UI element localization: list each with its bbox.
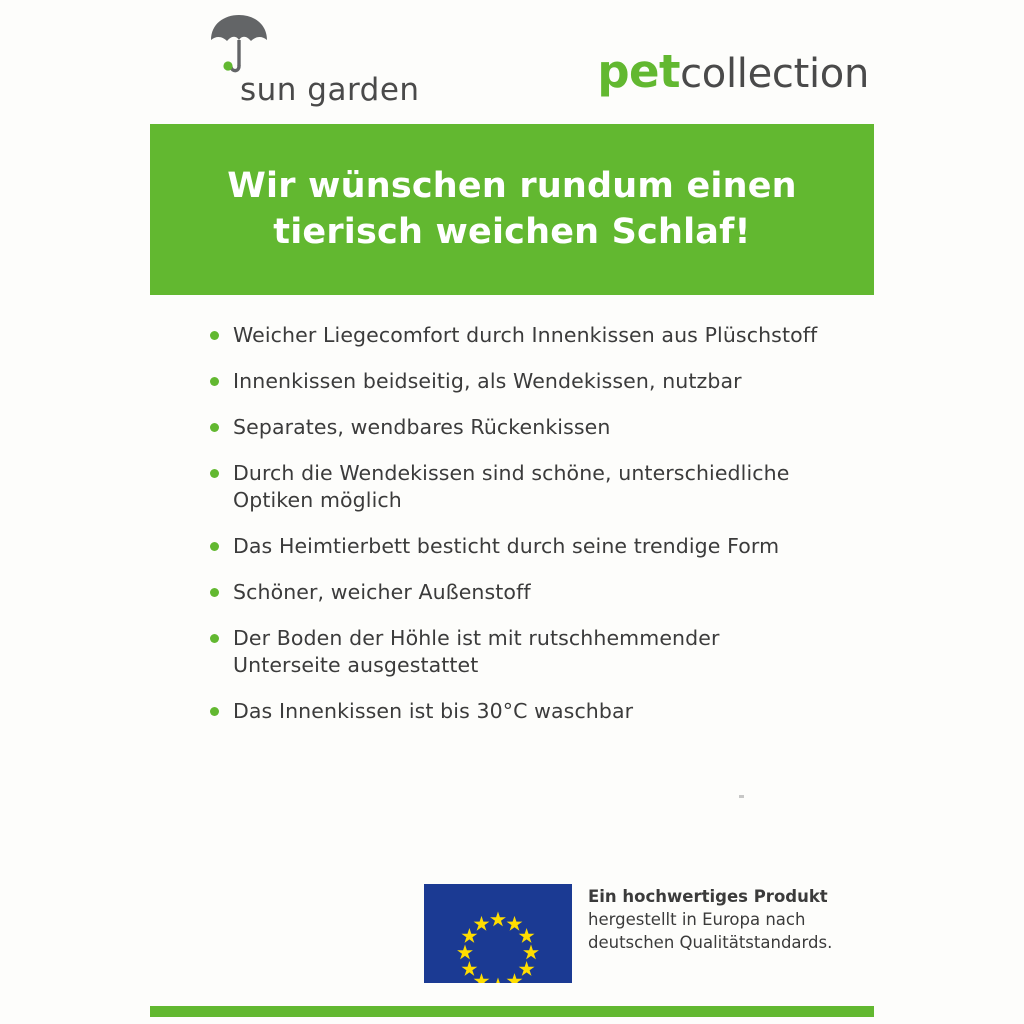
product-line-primary: pet <box>597 45 681 98</box>
headline-line-2: tierisch weichen Schlaf! <box>273 211 751 252</box>
paper-speck <box>739 795 744 798</box>
feature-list <box>210 322 870 744</box>
bullet-icon <box>210 588 219 597</box>
product-line-secondary: collection <box>680 51 869 97</box>
quality-line-1: Ein hochwertiges Produkt <box>588 887 828 906</box>
bullet-icon <box>210 331 219 340</box>
feature-text: Separates, wendbares Rückenkissen <box>233 415 611 440</box>
feature-text: Der Boden der Höhle ist mit rutschhemmender Unterseite ausgestattet <box>233 626 720 678</box>
bullet-icon <box>210 377 219 386</box>
list-item <box>210 698 870 725</box>
header <box>0 0 1024 124</box>
brand-name: sun garden <box>240 72 420 108</box>
headline-line-1: Wir wünschen rundum einen <box>227 166 797 206</box>
list-item <box>210 414 870 441</box>
headline-banner <box>150 124 874 295</box>
eu-flag-icon <box>424 884 572 983</box>
feature-text: Durch die Wendekissen sind schöne, unterschiedliche Optiken möglich <box>233 461 790 513</box>
bullet-icon <box>210 542 219 551</box>
list-item <box>210 460 870 514</box>
bullet-icon <box>210 423 219 432</box>
list-item <box>210 579 870 606</box>
list-item <box>210 322 870 349</box>
product-line-title <box>597 45 869 98</box>
feature-text: Das Heimtierbett besticht durch seine trendige Form <box>233 534 780 559</box>
quality-line-2: hergestellt in Europa nach <box>588 909 806 929</box>
bullet-icon <box>210 634 219 643</box>
quality-statement <box>588 886 858 954</box>
quality-line-3: deutschen Qualitätstandards. <box>588 932 833 952</box>
footer <box>0 878 1024 968</box>
bullet-icon <box>210 469 219 478</box>
feature-text: Innenkissen beidseitig, als Wendekissen, nutzbar <box>233 369 742 394</box>
feature-text: Weicher Liegecomfort durch Innenkissen aus Plüschstoff <box>233 323 818 347</box>
list-item <box>210 368 870 395</box>
feature-text: Schöner, weicher Außenstoff <box>233 580 531 605</box>
list-item <box>210 533 870 560</box>
umbrella-icon <box>206 10 272 76</box>
brand-logo <box>196 10 426 110</box>
bullet-icon <box>210 707 219 716</box>
bottom-accent-bar <box>150 1006 874 1017</box>
list-item <box>210 625 870 679</box>
feature-text: Das Innenkissen ist bis 30°C waschbar <box>233 699 634 724</box>
